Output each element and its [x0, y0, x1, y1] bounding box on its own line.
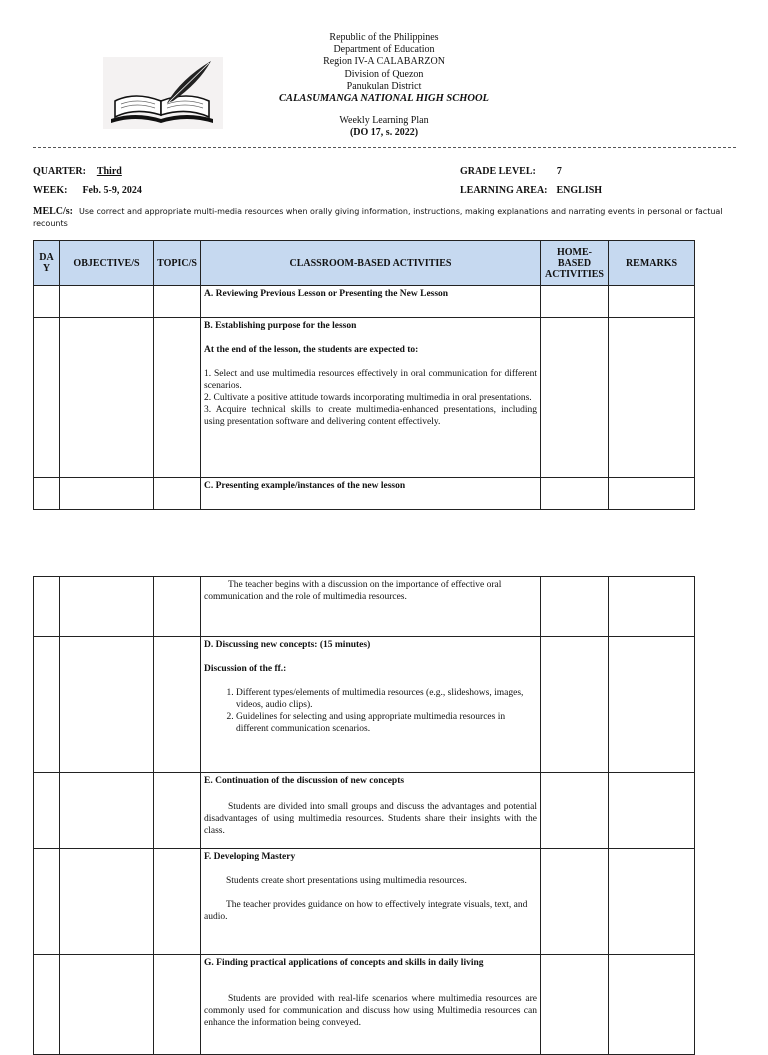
section-d-subheading: Discussion of the ff.:	[204, 664, 287, 674]
section-f-text-2: The teacher provides guidance on how to effectively integrate visuals, text, and audio.	[204, 900, 528, 922]
header-divider	[33, 147, 736, 148]
melc-statement	[33, 206, 733, 230]
header-topics: TOPIC/S	[154, 241, 201, 286]
week-value: Feb. 5-9, 2024	[82, 185, 142, 196]
quarter-value: Third	[96, 166, 122, 177]
header-classroom-activities: CLASSROOM-BASED ACTIVITIES	[201, 241, 541, 286]
book-quill-logo	[103, 57, 223, 129]
melc-text: Use correct and appropriate multi-media resources when orally giving information, instructions, making explanations and narrating events in personal or factual recounts	[33, 207, 723, 228]
header-day: DA Y	[34, 241, 60, 286]
section-b-heading: B. Establishing purpose for the lesson	[204, 321, 357, 331]
melc-label: MELC/s:	[33, 206, 73, 217]
table-row	[34, 637, 695, 773]
header-department: Department of Education	[333, 44, 435, 56]
section-b-subheading: At the end of the lesson, the students are expected to:	[204, 345, 419, 355]
learning-area-row	[460, 185, 602, 196]
table-header-row	[34, 241, 695, 286]
header-objectives: OBJECTIVE/S	[60, 241, 154, 286]
grade-label: GRADE LEVEL:	[460, 166, 536, 177]
weekly-plan-table-part2	[33, 576, 695, 1055]
grade-value: 7	[556, 166, 562, 177]
objective-item-1: 1. Select and use multimedia resources effectively in oral communication for different scenarios.	[204, 369, 537, 391]
quarter-label: QUARTER:	[33, 166, 86, 177]
header-region: Region IV-A CALABARZON	[323, 56, 445, 68]
document-header	[200, 32, 568, 140]
header-home-activities: HOME-BASED ACTIVITIES	[541, 241, 609, 286]
concept-item-1: 1. Different types/elements of multimedia resources (e.g., slideshows, images, videos, audio clips).	[236, 687, 537, 711]
table-row	[34, 478, 695, 510]
section-e-text: Students are divided into small groups and discuss the advantages and potential disadvantages of using multimedia resources. Students share their insights with the class.	[204, 802, 537, 836]
section-d-heading: D. Discussing new concepts: (15 minutes)	[204, 640, 371, 650]
concept-item-2: 2. Guidelines for selecting and using appropriate multimedia resources in different communication scenarios.	[236, 711, 537, 735]
objective-item-2: 2. Cultivate a positive attitude towards incorporating multimedia in oral presentations.	[204, 393, 532, 403]
document-reference: (DO 17, s. 2022)	[349, 127, 419, 139]
learning-area-label: LEARNING AREA:	[460, 185, 548, 196]
table-row	[34, 849, 695, 955]
table-row	[34, 318, 695, 478]
section-f-text-1: Students create short presentations using multimedia resources.	[226, 876, 467, 886]
header-division: Division of Quezon	[344, 68, 424, 80]
school-name: CALASUMANGA NATIONAL HIGH SCHOOL	[279, 93, 489, 105]
header-remarks: REMARKS	[609, 241, 695, 286]
learning-area-value: ENGLISH	[556, 185, 603, 196]
section-g-heading: G. Finding practical applications of concepts and skills in daily living	[204, 958, 484, 968]
table-row	[34, 955, 695, 1055]
section-c-heading: C. Presenting example/instances of the new lesson	[204, 481, 406, 491]
table-row	[34, 773, 695, 849]
table-row	[34, 286, 695, 318]
section-f-heading: F. Developing Mastery	[204, 852, 296, 862]
table-row	[34, 577, 695, 637]
section-g-text: Students are provided with real-life scenarios where multimedia resources are commonly used for communication and discuss how using Multimedia resources can enhance the information being conveyed.	[204, 994, 537, 1028]
section-c-text: The teacher begins with a discussion on the importance of effective oral communication and the role of multimedia resources.	[204, 580, 502, 602]
objective-item-3: 3. Acquire technical skills to create multimedia-enhanced presentations, including using presentation software and delivering content effectively.	[204, 405, 537, 427]
week-row	[33, 185, 142, 196]
section-a-heading: A. Reviewing Previous Lesson or Presenting the New Lesson	[204, 289, 449, 299]
quarter-row	[33, 166, 122, 177]
document-title: Weekly Learning Plan	[339, 115, 429, 127]
header-district: Panukulan District	[346, 80, 422, 92]
week-label: WEEK:	[33, 185, 68, 196]
weekly-plan-table-part1	[33, 240, 695, 510]
header-republic: Republic of the Philippines	[329, 32, 439, 43]
section-e-heading: E. Continuation of the discussion of new concepts	[204, 776, 405, 786]
grade-row	[460, 166, 562, 177]
